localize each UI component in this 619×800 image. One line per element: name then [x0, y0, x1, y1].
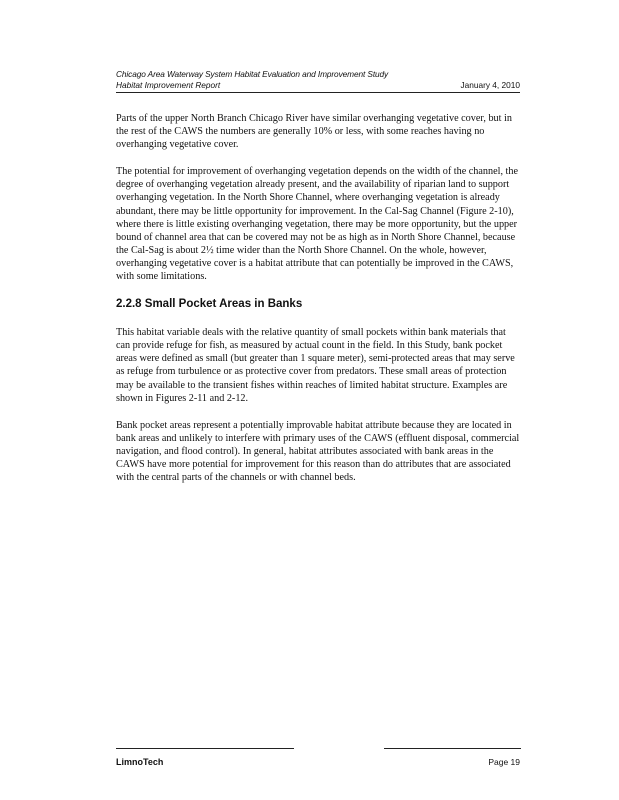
paragraph: The potential for improvement of overhanging vegetation depends on the width of the channel, the degree of overhanging vegetation already present, and the availability of riparian land to support overhanging vegetation. In the North Shore Channel, where overhanging vegetation is already abundant, there may be little opportunity for improvement. In the Cal-Sag Channel (Figure 2-10), where there is little existing overhanging vegetation, there may be more opportunity, but the upper bound of channel area that can be covered may not be as high as in North Shore Channel, because the Cal-Sag is about 2½ time wider than the North Shore Channel. On the whole, however, overhanging vegetative cover is a habitat attribute that can potentially be improved in the CAWS, with some limitations.	[116, 166, 519, 283]
footer-page-number: Page 19	[488, 757, 520, 767]
header-report-title: Habitat Improvement Report	[116, 80, 221, 90]
header-rule	[116, 92, 520, 93]
paragraph: Parts of the upper North Branch Chicago River have similar overhanging vegetative cover, but in the rest of the CAWS the numbers are generally 10% or less, with some reaches having no overhanging vegetative cover.	[116, 113, 512, 151]
footer-rule-left	[116, 748, 294, 749]
footer-company: LimnoTech	[116, 757, 164, 767]
footer-rule-right	[384, 748, 521, 749]
paragraph: This habitat variable deals with the relative quantity of small pockets within bank materials that can provide refuge for fish, as measured by actual count in the field. In this Study, bank pocket areas were defined as small (but greater than 1 square meter), semi-protected areas that may serve as refuge from turbulence or as protective cover from predators. These small areas of protection may be available to the transient fishes within reaches of limited habitat structure. Examples are shown in Figures 2-11 and 2-12.	[116, 327, 515, 404]
document-body	[116, 112, 520, 498]
section-heading: 2.2.8 Small Pocket Areas in Banks	[116, 298, 303, 311]
header-date: January 4, 2010	[460, 80, 520, 90]
header-study-title: Chicago Area Waterway System Habitat Evaluation and Improvement Study	[116, 69, 389, 79]
paragraph: Bank pocket areas represent a potentially improvable habitat attribute because they are located in bank areas and unlikely to interfere with primary uses of the CAWS (effluent disposal, commercial navigation, and flood control). In general, habitat attributes associated with bank areas in the CAWS have more potential for improvement for this reason than do attributes that are associated with the central parts of the channels or with channel beds.	[116, 419, 520, 484]
